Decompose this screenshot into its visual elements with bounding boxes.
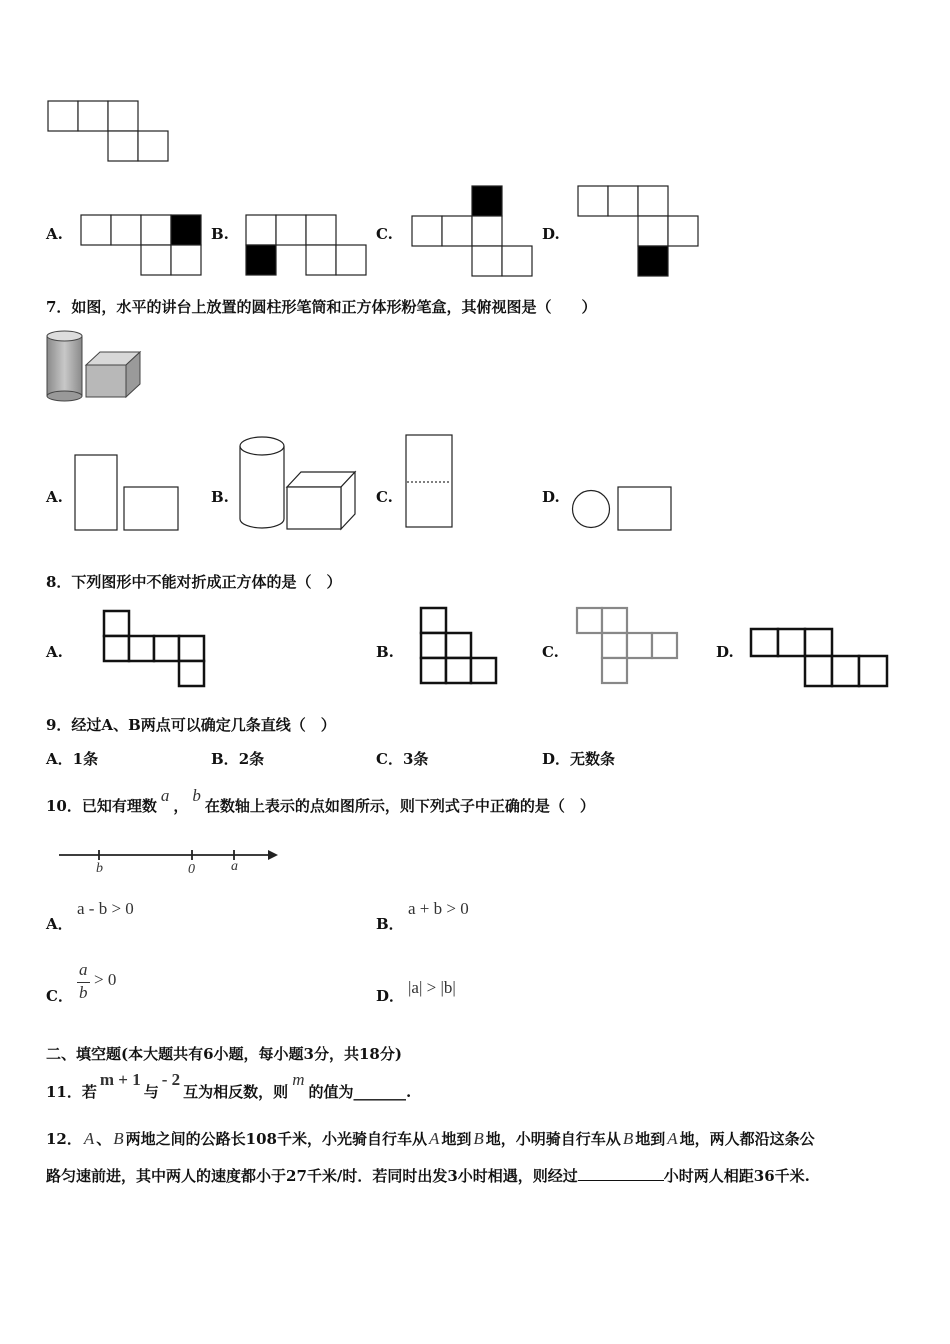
q8-option-b-label[interactable]: B.: [376, 643, 394, 661]
q12-line1-a: A: [429, 1129, 440, 1148]
q12-line1-text3: 地，小明骑自行车从: [485, 1130, 621, 1148]
q9-option-d[interactable]: [542, 748, 615, 769]
q6-option-b-label[interactable]: B.: [211, 225, 229, 243]
q9-option-a[interactable]: [46, 748, 98, 769]
q10-option-c-numerator: a: [79, 960, 88, 979]
q12-line1-text4: 地到: [635, 1130, 666, 1148]
q11-mid2: 互为相反数，则: [183, 1083, 289, 1101]
q10-option-c-expr[interactable]: [77, 960, 137, 1006]
q10-option-b-expr[interactable]: a + b > 0: [408, 899, 469, 918]
q12-answer-blank[interactable]: [578, 1180, 664, 1181]
q9-option-b-text: 2条: [238, 750, 265, 768]
section2-heading: 二、填空题(本大题共有6小题，每小题3分，共18分): [46, 1045, 402, 1063]
q11-stem: [46, 1070, 412, 1102]
q12-sep: 、: [96, 1130, 112, 1148]
q11-mid1: 与: [143, 1083, 159, 1101]
q12-line1-b: B: [473, 1129, 484, 1148]
q12-line1-text1: 两地之间的公路长108千米，小光骑自行车从: [125, 1130, 427, 1148]
q10-option-a-expr[interactable]: a - b > 0: [77, 899, 134, 918]
q10-number-line: [0, 0, 1, 1]
q6-option-a-label[interactable]: A.: [46, 225, 63, 243]
q10-option-c-label[interactable]: C．: [46, 987, 73, 1005]
q9-option-b-label: B．: [211, 750, 239, 768]
q10-var-b: b: [192, 786, 201, 805]
q10-stem-part1: 10．已知有理数: [46, 797, 157, 815]
q10-number-line-label-0: 0: [188, 862, 195, 877]
q9-option-c-label: C．: [376, 750, 403, 768]
q11-var-m: m: [292, 1070, 305, 1089]
q12-point-b: B: [113, 1129, 124, 1148]
q9-option-c[interactable]: [376, 748, 428, 769]
q10-stem: [46, 786, 595, 816]
q6-given-net: [0, 0, 950, 180]
q9-option-d-text: 无数条: [570, 750, 616, 768]
q7-stem: 7．如图，水平的讲台上放置的圆柱形笔筒和正方体形粉笔盒，其俯视图是（ ）: [46, 298, 597, 316]
q9-stem: 9．经过A、B两点可以确定几条直线（ ）: [46, 716, 336, 734]
q8-option-c-label[interactable]: C.: [542, 643, 559, 661]
q10-option-c-relation: > 0: [94, 970, 117, 989]
q10-option-d-expr[interactable]: |a| > |b|: [408, 978, 456, 997]
q10-number-line-label-b: b: [96, 861, 103, 876]
q12-line1-b2: B: [622, 1129, 634, 1148]
q8-stem: 8．下列图形中不能对折成正方体的是（ ）: [46, 573, 342, 591]
q9-option-a-text: 1条: [72, 750, 99, 768]
q11-expr2: - 2: [161, 1070, 181, 1089]
q10-option-a-label[interactable]: A．: [46, 915, 73, 933]
q11-suffix: 的值为_______.: [308, 1083, 412, 1101]
q9-option-a-label: A．: [46, 750, 73, 768]
q12-line1-text2: 地到: [441, 1130, 472, 1148]
q12-line1: [46, 1128, 815, 1149]
q9-option-b[interactable]: [211, 748, 264, 769]
q11-prefix: 11．若: [46, 1083, 97, 1101]
q10-option-c-denominator: b: [79, 983, 88, 1002]
q12-line2-text2: 小时两人相距36千米.: [663, 1167, 810, 1185]
q6-option-c-label[interactable]: C.: [376, 225, 393, 243]
q7-option-a-label[interactable]: A.: [46, 488, 63, 506]
q7-option-c-label[interactable]: C.: [376, 488, 393, 506]
q12-line1-a2: A: [667, 1129, 678, 1148]
q10-number-line-label-a: a: [231, 859, 238, 874]
q11-expr1: m + 1: [99, 1070, 141, 1089]
q12-point-a: A: [83, 1129, 95, 1148]
q9-option-c-text: 3条: [402, 750, 429, 768]
q12-prefix: 12．: [46, 1130, 82, 1148]
q10-stem-part2: 在数轴上表示的点如图所示，则下列式子中正确的是（ ）: [204, 797, 595, 815]
q6-option-d-label[interactable]: D.: [542, 225, 560, 243]
q12-line2-text1: 路匀速前进，其中两人的速度都小于27千米/时．若同时出发3小时相遇，则经过: [46, 1167, 578, 1185]
q10-comma: ，: [173, 797, 189, 815]
q12-line2: [46, 1165, 810, 1186]
q10-option-d-label[interactable]: D．: [376, 987, 405, 1005]
q8-option-d-label[interactable]: D.: [716, 643, 734, 661]
q8-option-a-label[interactable]: A.: [46, 643, 63, 661]
q12-line1-text5: 地，两人都沿这条公: [679, 1130, 815, 1148]
q10-option-b-label[interactable]: B．: [376, 915, 404, 933]
q9-option-d-label: D．: [542, 750, 571, 768]
q7-option-d-label[interactable]: D.: [542, 488, 560, 506]
q7-option-b-label[interactable]: B.: [211, 488, 229, 506]
q10-var-a: a: [160, 786, 170, 805]
